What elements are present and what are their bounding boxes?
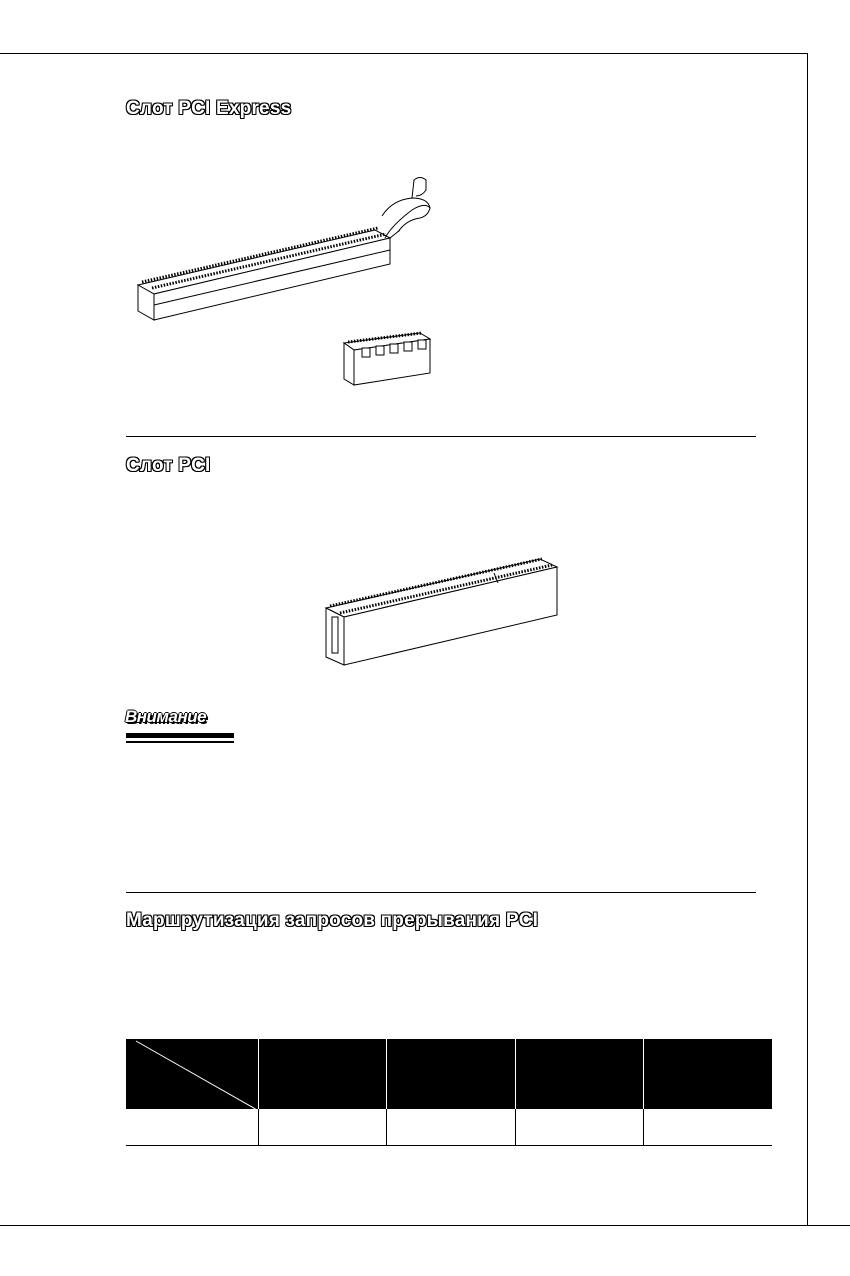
table-header-cell [643,1039,772,1109]
table-row [126,1109,772,1146]
table-cell [258,1109,386,1146]
table-header-row [126,1039,772,1109]
pci-slot-heading: Слот PCI [126,455,211,476]
section-divider [126,436,756,437]
note-callout [123,707,235,747]
table-cell [643,1109,772,1146]
diagonal-divider [126,1039,258,1109]
page-frame-right [807,53,808,1226]
pci-slot-illustration [320,553,565,668]
section-divider [126,892,756,893]
table-cell [515,1109,643,1146]
page-frame-bottom [0,1225,850,1226]
irq-routing-heading: Маршрутизация запросов прерывания PCI [126,910,539,931]
note-underline-thick [126,733,234,738]
table-cell [126,1109,258,1146]
table-corner-cell [126,1039,258,1109]
table-header-cell [258,1039,386,1109]
irq-routing-table [126,1039,772,1146]
pcie-x16-slot-illustration [130,170,445,325]
note-underline-thin [126,741,234,743]
pcie-x1-slot-illustration [338,325,438,390]
note-label: Внимание [125,707,207,726]
pcie-slot-heading: Слот PCI Express [126,98,292,119]
table-cell [386,1109,515,1146]
table-header-cell [386,1039,515,1109]
page-frame-top [0,53,808,54]
table-header-cell [515,1039,643,1109]
